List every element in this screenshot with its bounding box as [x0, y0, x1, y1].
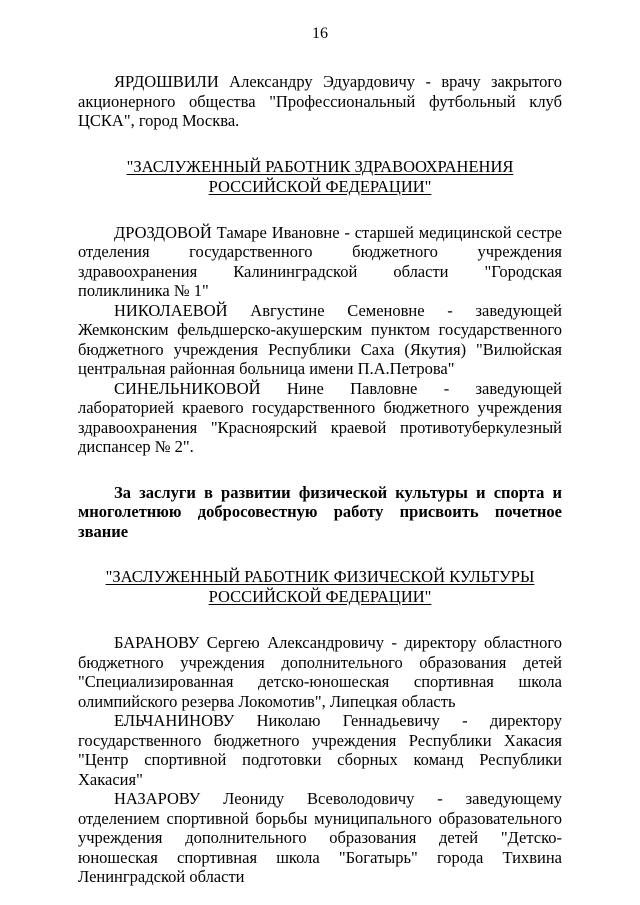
honorary-title-sport-line1: "ЗАСЛУЖЕННЫЙ РАБОТНИК ФИЗИЧЕСКОЙ КУЛЬТУРЫ — [105, 567, 535, 586]
page-number: 16 — [312, 25, 328, 42]
award-entry-yardoshvili: ЯРДОШВИЛИ Александру Эдуардовичу - врачу закрытого акционерного общества "Профессиональный футбольный клуб ЦСКА", город Москва. — [78, 72, 562, 130]
honorary-title-health — [78, 157, 562, 197]
decree-sport: За заслуги в развитии физической культуры и спорта и многолетнюю добросовестную работу присвоить почетное звание — [78, 482, 562, 541]
honorary-title-health-line1: "ЗАСЛУЖЕННЫЙ РАБОТНИК ЗДРАВООХРАНЕНИЯ — [126, 156, 514, 176]
award-entry-elchaninov: ЕЛЬЧАНИНОВУ Николаю Геннадьевичу - директору государственного бюджетного учреждения Республики Хакасия "Центр спортивной подготовки сборных команд Республики Хакасия" — [78, 711, 562, 789]
honorary-title-sport — [78, 567, 562, 607]
award-entry-sinelnikova: СИНЕЛЬНИКОВОЙ Нине Павловне - заведующей лабораторией краевого государственного бюджетного учреждения здравоохранения "Красноярский краевой противотуберкулезный диспансер № 2". — [78, 378, 562, 456]
award-entry-drozdova: ДРОЗДОВОЙ Тамаре Ивановне - старшей медицинской сестре отделения государственного бюджетного учреждения здравоохранения Калининградской области "Городская поликлиника № 1" — [78, 222, 562, 300]
award-entry-baranov: БАРАНОВУ Сергею Александровичу - директору областного бюджетного учреждения дополнительного образования детей "Специализированная детско-юношеская спортивная школа олимпийского резерва Локомотив", Липецкая область — [78, 633, 562, 711]
award-entry-nazarov: НАЗАРОВУ Леониду Всеволодовичу - заведующему отделением спортивной борьбы муниципального образовательного учреждения дополнительного образования детей "Детско-юношеская спортивная школа "Богатырь" города Тихвина Ленинградской области — [78, 789, 562, 886]
document-page — [78, 24, 562, 887]
honorary-title-sport-line2: РОССИЙСКОЙ ФЕДЕРАЦИИ" — [208, 587, 432, 606]
award-entry-nikolaeva: НИКОЛАЕВОЙ Августине Семеновне - заведующей Жемконским фельдшерско-акушерским пунктом государственного бюджетного учреждения Республики Саха (Якутия) "Вилюйская центральная районная больница имени П.А.Петрова" — [78, 300, 562, 378]
honorary-title-health-line2: РОССИЙСКОЙ ФЕДЕРАЦИИ" — [208, 176, 432, 196]
